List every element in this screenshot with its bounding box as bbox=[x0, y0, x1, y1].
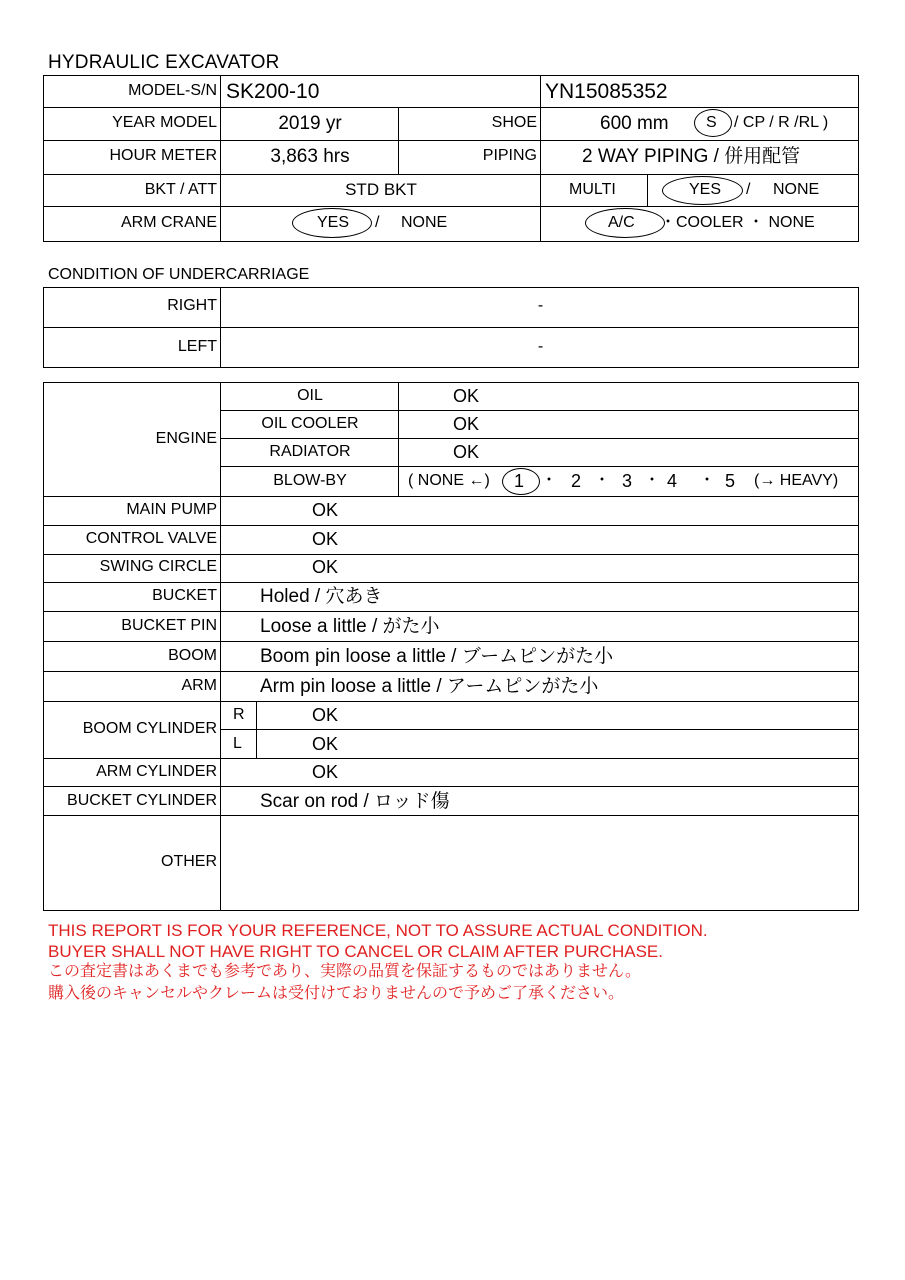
engine-radiator-value: OK bbox=[453, 442, 480, 462]
disclaimer-line-3: この査定書はあくまでも参考であり、実際の品質を保証するものではありません。 bbox=[48, 963, 641, 980]
ac-rest-options: ・COOLER ・ NONE bbox=[660, 214, 815, 231]
year-value: 2019 yr bbox=[278, 113, 342, 134]
blowby-dot-3: ・ bbox=[644, 472, 661, 489]
ac-selected-oval bbox=[585, 208, 665, 238]
engine-oil-label: OIL bbox=[297, 387, 323, 404]
multi-label: MULTI bbox=[569, 181, 616, 198]
armcrane-selected-oval bbox=[292, 208, 372, 238]
undercarriage-right-label: RIGHT bbox=[167, 297, 217, 314]
undercarriage-left-label: LEFT bbox=[177, 338, 217, 355]
undercarriage-right-value: - bbox=[537, 297, 544, 314]
bucket-cylinder-value: Scar on rod / ロッド傷 bbox=[260, 791, 450, 812]
bkt-value: STD BKT bbox=[345, 180, 417, 199]
engine-cooler-label: OIL COOLER bbox=[261, 415, 359, 432]
blowby-dot-4: ・ bbox=[699, 472, 716, 489]
armcrane-yes: YES bbox=[317, 214, 350, 231]
engine-label: ENGINE bbox=[155, 430, 217, 447]
disclaimer-line-4: 購入後のキャンセルやクレームは受付けておりませんので予めご了承ください。 bbox=[48, 985, 625, 1002]
armcrane-none: NONE bbox=[401, 214, 448, 231]
multi-yes: YES bbox=[689, 181, 722, 198]
shoe-value: 600 mm bbox=[600, 113, 669, 134]
boom-cylinder-label: BOOM CYLINDER bbox=[82, 720, 217, 737]
multi-none: NONE bbox=[773, 181, 820, 198]
boom-cylinder-l-value: OK bbox=[312, 734, 339, 754]
bkt-label: BKT / ATT bbox=[144, 181, 217, 198]
engine-blowby-label: BLOW-BY bbox=[273, 472, 347, 489]
hour-label: HOUR METER bbox=[109, 147, 217, 164]
blowby-level-2: 2 bbox=[571, 471, 582, 491]
ac-option: A/C bbox=[608, 214, 635, 231]
document-title: HYDRAULIC EXCAVATOR bbox=[48, 52, 280, 73]
swing-circle-value: OK bbox=[312, 557, 339, 577]
undercarriage-left-value: - bbox=[537, 338, 544, 355]
serial-value: YN15085352 bbox=[545, 80, 668, 103]
boom-cylinder-l-label: L bbox=[233, 735, 242, 752]
engine-oil-value: OK bbox=[453, 386, 480, 406]
bucket-cylinder-label: BUCKET CYLINDER bbox=[67, 792, 217, 809]
blowby-selected-oval bbox=[502, 468, 540, 495]
bucket-label: BUCKET bbox=[152, 587, 217, 604]
engine-cooler-value: OK bbox=[453, 414, 480, 434]
arm-cylinder-value: OK bbox=[312, 762, 339, 782]
model-value: SK200-10 bbox=[226, 80, 320, 103]
disclaimer-line-2: BUYER SHALL NOT HAVE RIGHT TO CANCEL OR CLAIM AFTER PURCHASE. bbox=[48, 942, 663, 961]
undercarriage-title: CONDITION OF UNDERCARRIAGE bbox=[48, 266, 310, 283]
blowby-level-4: 4 bbox=[667, 471, 678, 491]
arm-label: ARM bbox=[181, 677, 217, 694]
engine-radiator-label: RADIATOR bbox=[269, 443, 351, 460]
blowby-dot-2: ・ bbox=[594, 472, 611, 489]
piping-value: 2 WAY PIPING / 併用配管 bbox=[582, 146, 801, 167]
main-pump-value: OK bbox=[312, 500, 339, 520]
blowby-none-end: ( NONE ←) bbox=[408, 472, 490, 489]
armcrane-separator: / bbox=[375, 214, 380, 231]
boom-label: BOOM bbox=[168, 647, 217, 664]
shoe-option-s: S bbox=[706, 114, 717, 131]
boom-cylinder-r-value: OK bbox=[312, 705, 339, 725]
bucket-pin-label: BUCKET PIN bbox=[121, 617, 217, 634]
multi-separator: / bbox=[746, 181, 751, 198]
bucket-value: Holed / 穴あき bbox=[260, 586, 383, 607]
blowby-level-5: 5 bbox=[725, 471, 736, 491]
arm-value: Arm pin loose a little / アームピンがた小 bbox=[260, 676, 599, 697]
boom-cylinder-r-label: R bbox=[233, 706, 245, 723]
blowby-heavy-end: (→ HEAVY) bbox=[754, 472, 839, 489]
hour-value: 3,863 hrs bbox=[270, 146, 350, 167]
blowby-dot-1: ・ bbox=[541, 472, 558, 489]
main-pump-label: MAIN PUMP bbox=[126, 501, 217, 518]
control-valve-value: OK bbox=[312, 529, 339, 549]
model-label: MODEL-S/N bbox=[128, 82, 217, 99]
year-label: YEAR MODEL bbox=[112, 114, 217, 131]
swing-circle-label: SWING CIRCLE bbox=[99, 558, 217, 575]
shoe-label: SHOE bbox=[491, 114, 537, 131]
disclaimer-line-1: THIS REPORT IS FOR YOUR REFERENCE, NOT TO ASSURE ACTUAL CONDITION. bbox=[48, 921, 708, 940]
blowby-level-3: 3 bbox=[622, 471, 633, 491]
armcrane-label: ARM CRANE bbox=[120, 214, 217, 231]
shoe-options-rest: / CP / R /RL ) bbox=[734, 114, 829, 131]
multi-selected-oval bbox=[662, 176, 743, 205]
piping-label: PIPING bbox=[482, 147, 537, 164]
blowby-level-1: 1 bbox=[514, 471, 525, 491]
arm-cylinder-label: ARM CYLINDER bbox=[96, 763, 217, 780]
other-label: OTHER bbox=[161, 853, 217, 870]
boom-value: Boom pin loose a little / ブームピンがた小 bbox=[260, 646, 614, 667]
shoe-selected-oval bbox=[694, 109, 732, 137]
bucket-pin-value: Loose a little / がた小 bbox=[260, 616, 440, 637]
control-valve-label: CONTROL VALVE bbox=[85, 530, 217, 547]
